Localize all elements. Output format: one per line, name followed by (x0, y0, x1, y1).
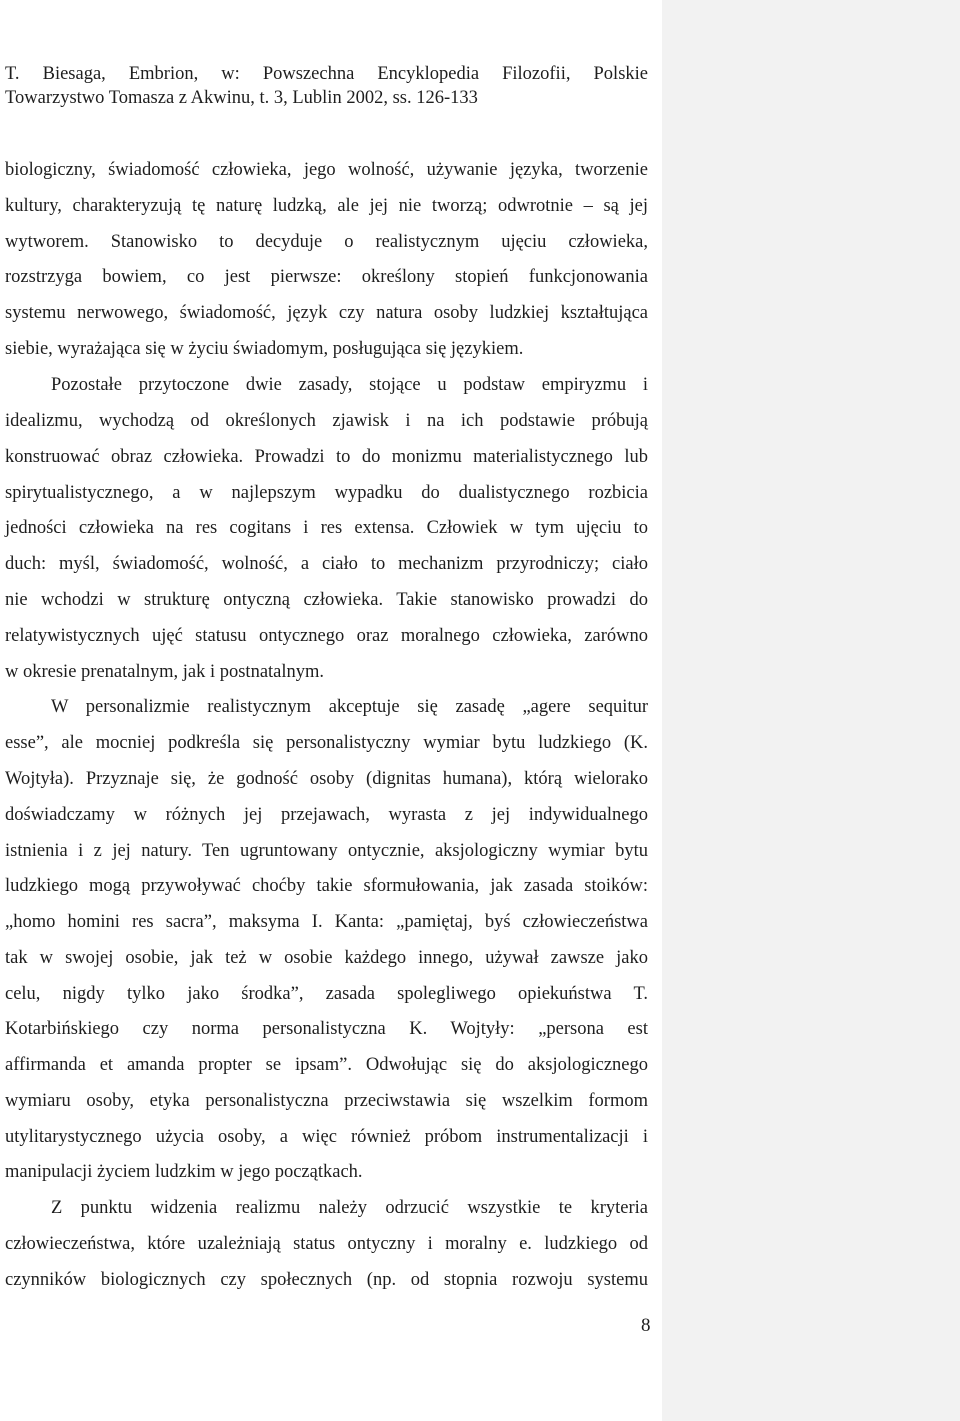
text-line: biologiczny, świadomość człowieka, jego wolność, używanie języka, tworzenie (5, 160, 648, 180)
text-line: wymiaru osoby, etyka personalistyczna przeciwstawia się wszelkim formom (5, 1091, 648, 1111)
text-line: doświadczamy w różnych jej przejawach, wyrasta z jej indywidualnego (5, 805, 648, 825)
text-line: Z punktu widzenia realizmu należy odrzucić wszystkie te kryteria (51, 1198, 648, 1218)
citation-header (5, 62, 648, 110)
text-line: człowieczeństwa, które uzależniają status ontyczny i moralny e. ludzkiego od (5, 1234, 648, 1254)
text-line: affirmanda et amanda propter se ipsam”. Odwołując się do aksjologicznego (5, 1055, 648, 1075)
text-line: relatywistycznych ujęć statusu ontycznego oraz moralnego człowieka, zarówno (5, 626, 648, 646)
text-line: idealizmu, wychodzą od określonych zjawisk i na ich podstawie próbują (5, 411, 648, 431)
text-line: „homo homini res sacra”, maksyma I. Kanta: „pamiętaj, byś człowieczeństwa (5, 912, 648, 932)
text-line: siebie, wyrażająca się w życiu świadomym, posługująca się językiem. (5, 339, 524, 359)
page-number: 8 (641, 1315, 651, 1336)
text-line: manipulacji życiem ludzkim w jego początkach. (5, 1162, 363, 1182)
text-line: esse”, ale mocniej podkreśla się personalistyczny wymiar bytu ludzkiego (K. (5, 733, 648, 753)
citation-line-2: Towarzystwo Tomasza z Akwinu, t. 3, Lublin 2002, ss. 126-133 (5, 88, 478, 108)
text-line: systemu nerwowego, świadomość, język czy natura osoby ludzkiej kształtująca (5, 303, 648, 323)
text-line: jedności człowieka na res cogitans i res extensa. Człowiek w tym ujęciu to (5, 518, 648, 538)
text-line: czynników biologicznych czy społecznych (np. od stopnia rozwoju systemu (5, 1270, 648, 1290)
text-line: w okresie prenatalnym, jak i postnatalnym. (5, 662, 325, 682)
text-line: kultury, charakteryzują tę naturę ludzką, ale jej nie tworzą; odwrotnie – są jej (5, 196, 648, 216)
text-line: nie wchodzi w strukturę ontyczną człowieka. Takie stanowisko prowadzi do (5, 590, 648, 610)
text-line: duch: myśl, świadomość, wolność, a ciało to mechanizm przyrodniczy; ciało (5, 554, 648, 574)
text-line: istnienia i z jej natury. Ten ugruntowany ontycznie, aksjologiczny wymiar bytu (5, 841, 648, 861)
text-line: utylitarystycznego użycia osoby, a więc również próbom instrumentalizacji i (5, 1127, 648, 1147)
text-line: spirytualistycznego, a w najlepszym wypadku do dualistycznego rozbicia (5, 483, 648, 503)
citation-line-1: T. Biesaga, Embrion, w: Powszechna Encyklopedia Filozofii, Polskie (5, 64, 648, 84)
text-line: Kotarbińskiego czy norma personalistyczna K. Wojtyły: „persona est (5, 1019, 648, 1039)
comment-margin-panel (662, 0, 960, 1421)
text-line: rozstrzyga bowiem, co jest pierwsze: określony stopień funkcjonowania (5, 267, 648, 287)
text-line: tak w swojej osobie, jak też w osobie każdego innego, używał zawsze jako (5, 948, 648, 968)
text-line: Wojtyła). Przyznaje się, że godność osoby (dignitas humana), którą wielorako (5, 769, 648, 789)
text-line: wytworem. Stanowisko to decyduje o realistycznym ujęciu człowieka, (5, 232, 648, 252)
text-line: celu, nigdy tylko jako środka”, zasada spolegliwego opiekuństwa T. (5, 984, 648, 1004)
text-line: ludzkiego mogą przywoływać choćby takie sformułowania, jak zasada stoików: (5, 876, 648, 896)
text-line: Pozostałe przytoczone dwie zasady, stojące u podstaw empiryzmu i (51, 375, 648, 395)
text-line: konstruować obraz człowieka. Prowadzi to do monizmu materialistycznego lub (5, 447, 648, 467)
text-line: W personalizmie realistycznym akceptuje się zasadę „agere sequitur (51, 697, 648, 717)
